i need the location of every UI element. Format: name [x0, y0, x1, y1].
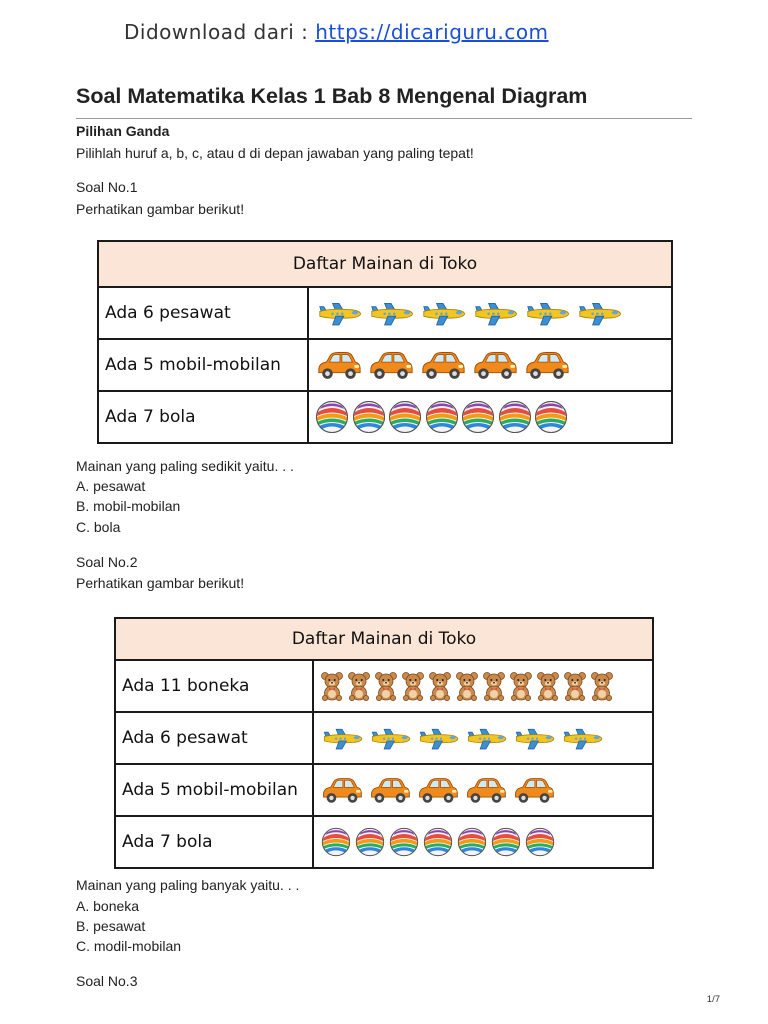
beach-ball-icon: [388, 400, 422, 434]
q1-table-heading: Daftar Mainan di Toko: [98, 241, 672, 287]
toy-car-icon: [320, 775, 364, 805]
q2-option-b: B. pesawat: [76, 918, 146, 934]
airplane-icon: [419, 296, 467, 330]
section-heading: Pilihan Ganda: [76, 123, 170, 139]
q2-row-label: Ada 11 boneka: [115, 660, 313, 712]
beach-ball-icon: [388, 827, 420, 857]
toy-car-icon: [315, 348, 363, 382]
q3-number: Soal No.3: [76, 973, 138, 989]
teddy-bear-icon: [536, 671, 560, 701]
q1-row-label: Ada 7 bola: [98, 391, 308, 443]
download-source-header: [124, 20, 549, 44]
q2-row-label: Ada 6 pesawat: [115, 712, 313, 764]
toy-car-icon: [367, 348, 415, 382]
q2-toy-table: [114, 617, 654, 869]
teddy-bear-icon: [455, 671, 479, 701]
airplane-icon: [320, 723, 364, 753]
q2-table-heading: Daftar Mainan di Toko: [115, 618, 653, 660]
q2-row-icons: [313, 816, 653, 868]
beach-ball-icon: [490, 827, 522, 857]
beach-ball-icon: [320, 827, 352, 857]
q1-toy-table: [97, 240, 673, 444]
toy-car-icon: [464, 775, 508, 805]
source-link[interactable]: https://dicariguru.com: [315, 20, 549, 44]
teddy-bear-icon: [428, 671, 452, 701]
table-row: [98, 287, 672, 339]
q2-row-icons: [313, 712, 653, 764]
teddy-bear-icon: [320, 671, 344, 701]
page-number: 1/7: [706, 994, 720, 1005]
teddy-bear-icon: [482, 671, 506, 701]
teddy-bear-icon: [563, 671, 587, 701]
beach-ball-icon: [422, 827, 454, 857]
title-divider: [76, 118, 692, 119]
q2-row-icons: [313, 660, 653, 712]
teddy-bear-icon: [590, 671, 614, 701]
teddy-bear-icon: [347, 671, 371, 701]
airplane-icon: [367, 296, 415, 330]
q1-question: Mainan yang paling sedikit yaitu. . .: [76, 458, 294, 474]
beach-ball-icon: [425, 400, 459, 434]
airplane-icon: [512, 723, 556, 753]
q2-row-label: Ada 7 bola: [115, 816, 313, 868]
table-row: [98, 339, 672, 391]
download-source-prefix: Didownload dari :: [124, 20, 316, 44]
teddy-bear-icon: [374, 671, 398, 701]
airplane-icon: [471, 296, 519, 330]
q1-row-icons: [308, 391, 672, 443]
airplane-icon: [523, 296, 571, 330]
airplane-icon: [575, 296, 623, 330]
q2-prompt: Perhatikan gambar berikut!: [76, 575, 245, 591]
airplane-icon: [315, 296, 363, 330]
beach-ball-icon: [524, 827, 556, 857]
table-row: [115, 660, 653, 712]
airplane-icon: [464, 723, 508, 753]
q2-option-a: A. boneka: [76, 898, 140, 914]
beach-ball-icon: [534, 400, 568, 434]
beach-ball-icon: [352, 400, 386, 434]
table-row: [115, 712, 653, 764]
section-instruction: Pilihlah huruf a, b, c, atau d di depan jawaban yang paling tepat!: [76, 145, 474, 161]
toy-car-icon: [368, 775, 412, 805]
q2-option-c: C. modil-mobilan: [76, 938, 182, 954]
q1-row-icons: [308, 339, 672, 391]
beach-ball-icon: [498, 400, 532, 434]
beach-ball-icon: [456, 827, 488, 857]
q1-prompt: Perhatikan gambar berikut!: [76, 201, 245, 217]
toy-car-icon: [523, 348, 571, 382]
q1-row-label: Ada 6 pesawat: [98, 287, 308, 339]
q2-number: Soal No.2: [76, 554, 138, 570]
teddy-bear-icon: [401, 671, 425, 701]
toy-car-icon: [419, 348, 467, 382]
q1-number: Soal No.1: [76, 179, 138, 195]
toy-car-icon: [416, 775, 460, 805]
q2-question: Mainan yang paling banyak yaitu. . .: [76, 877, 300, 893]
page-title: Soal Matematika Kelas 1 Bab 8 Mengenal Diagram: [76, 84, 588, 108]
q1-option-a: A. pesawat: [76, 478, 146, 494]
beach-ball-icon: [354, 827, 386, 857]
table-row: [115, 764, 653, 816]
table-row: [98, 391, 672, 443]
beach-ball-icon: [315, 400, 349, 434]
q1-row-label: Ada 5 mobil-mobilan: [98, 339, 308, 391]
toy-car-icon: [471, 348, 519, 382]
toy-car-icon: [512, 775, 556, 805]
airplane-icon: [416, 723, 460, 753]
table-row: [115, 816, 653, 868]
beach-ball-icon: [461, 400, 495, 434]
airplane-icon: [560, 723, 604, 753]
teddy-bear-icon: [509, 671, 533, 701]
q1-row-icons: [308, 287, 672, 339]
airplane-icon: [368, 723, 412, 753]
q2-row-label: Ada 5 mobil-mobilan: [115, 764, 313, 816]
q2-row-icons: [313, 764, 653, 816]
q1-option-b: B. mobil-mobilan: [76, 498, 181, 514]
q1-option-c: C. bola: [76, 519, 121, 535]
